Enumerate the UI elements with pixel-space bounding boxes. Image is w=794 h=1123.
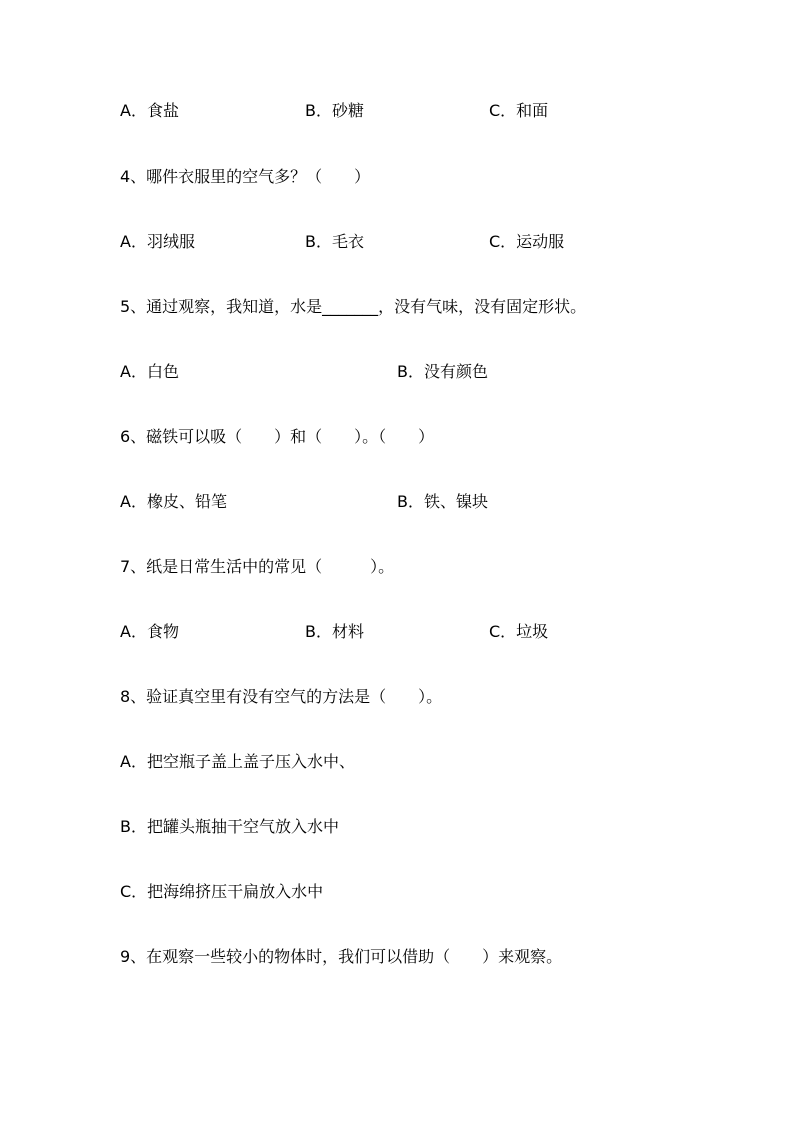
q6-option-b[interactable]: B．铁、镍块 (397, 492, 488, 511)
q7-option-b[interactable]: B．材料 (305, 622, 364, 641)
q5-option-a[interactable]: A．白色 (120, 362, 179, 381)
q4-option-c[interactable]: C．运动服 (489, 232, 565, 251)
question-8: 8、验证真空里有没有空气的方法是（ ）。 (120, 687, 443, 706)
q3-option-c[interactable]: C．和面 (489, 101, 549, 120)
question-9: 9、在观察一些较小的物体时，我们可以借助（ ）来观察。 (120, 947, 563, 966)
q4-option-a[interactable]: A．羽绒服 (120, 232, 195, 251)
q5-option-b[interactable]: B．没有颜色 (397, 362, 488, 381)
q8-option-c[interactable]: C．把海绵挤压干扁放入水中 (120, 882, 324, 901)
q8-option-b[interactable]: B．把罐头瓶抽干空气放入水中 (120, 817, 339, 836)
question-5: 5、通过观察，我知道，水是_______，没有气味，没有固定形状。 (120, 297, 587, 316)
q8-option-a[interactable]: A．把空瓶子盖上盖子压入水中、 (120, 752, 355, 771)
q3-option-a[interactable]: A．食盐 (120, 101, 179, 120)
q6-option-a[interactable]: A．橡皮、铅笔 (120, 492, 227, 511)
q3-option-b[interactable]: B．砂糖 (305, 101, 364, 120)
q7-option-c[interactable]: C．垃圾 (489, 622, 549, 641)
question-4: 4、哪件衣服里的空气多？（ ） (120, 167, 371, 186)
question-7: 7、纸是日常生活中的常见（ ）。 (120, 557, 395, 576)
q7-option-a[interactable]: A．食物 (120, 622, 179, 641)
q4-option-b[interactable]: B．毛衣 (305, 232, 364, 251)
question-6: 6、磁铁可以吸（ ）和（ ）。（ ） (120, 427, 435, 446)
